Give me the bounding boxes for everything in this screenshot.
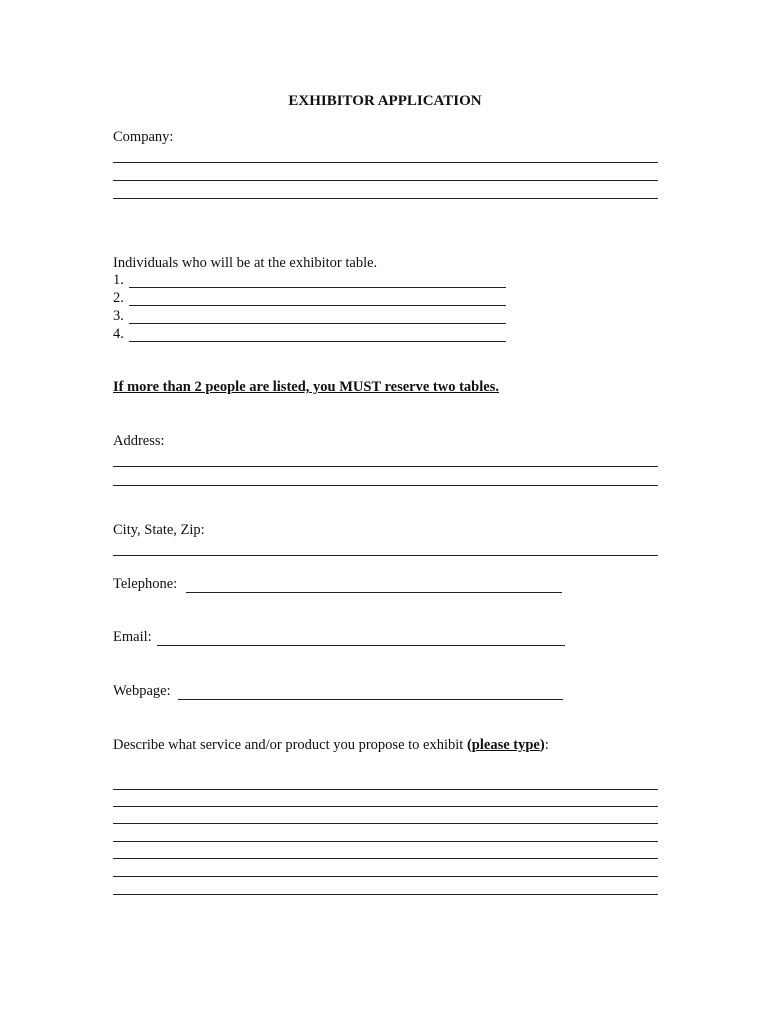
individual-line-1[interactable] — [129, 287, 506, 288]
address-line-2[interactable] — [113, 485, 658, 486]
telephone-line[interactable] — [186, 592, 562, 593]
describe-colon: : — [544, 737, 549, 753]
company-line-2[interactable] — [113, 180, 658, 181]
city-state-zip-line[interactable] — [113, 555, 658, 556]
individual-line-4[interactable] — [129, 341, 506, 342]
company-line-1[interactable] — [113, 162, 658, 163]
individual-line-3[interactable] — [129, 323, 506, 324]
describe-line-3[interactable] — [113, 823, 658, 824]
describe-line-1[interactable] — [113, 789, 658, 790]
describe-label — [113, 737, 549, 754]
individual-row-1 — [113, 272, 129, 289]
individual-number-4: 4. — [113, 326, 124, 342]
individual-number-2: 2. — [113, 290, 124, 306]
two-tables-notice: If more than 2 people are listed, you MUST reserve two tables. — [113, 379, 499, 395]
form-title: EXHIBITOR APPLICATION — [288, 93, 482, 109]
webpage-label: Webpage: — [113, 683, 171, 699]
address-label: Address: — [113, 433, 165, 449]
describe-line-6[interactable] — [113, 876, 658, 877]
describe-please-type: please type — [471, 737, 540, 753]
individual-row-2 — [113, 290, 129, 307]
describe-line-4[interactable] — [113, 841, 658, 842]
email-label: Email: — [113, 629, 152, 645]
describe-line-2[interactable] — [113, 806, 658, 807]
individual-line-2[interactable] — [129, 305, 506, 306]
describe-paren-close-bold: ) — [539, 737, 545, 753]
company-line-3[interactable] — [113, 198, 658, 199]
describe-label-start: Describe what service and/or product you propose to exhibit — [113, 737, 467, 753]
describe-line-7[interactable] — [113, 894, 658, 895]
city-state-zip-label: City, State, Zip: — [113, 522, 205, 538]
individual-row-3 — [113, 308, 129, 325]
describe-line-5[interactable] — [113, 858, 658, 859]
individual-number-1: 1. — [113, 272, 124, 288]
describe-paren-open: ( — [466, 737, 472, 753]
individual-number-3: 3. — [113, 308, 124, 324]
company-label: Company: — [113, 129, 174, 145]
email-line[interactable] — [157, 645, 565, 646]
address-line-1[interactable] — [113, 466, 658, 467]
telephone-label: Telephone: — [113, 576, 178, 592]
webpage-line[interactable] — [178, 699, 563, 700]
individual-row-4 — [113, 326, 129, 343]
individuals-label: Individuals who will be at the exhibitor table. — [113, 255, 378, 271]
